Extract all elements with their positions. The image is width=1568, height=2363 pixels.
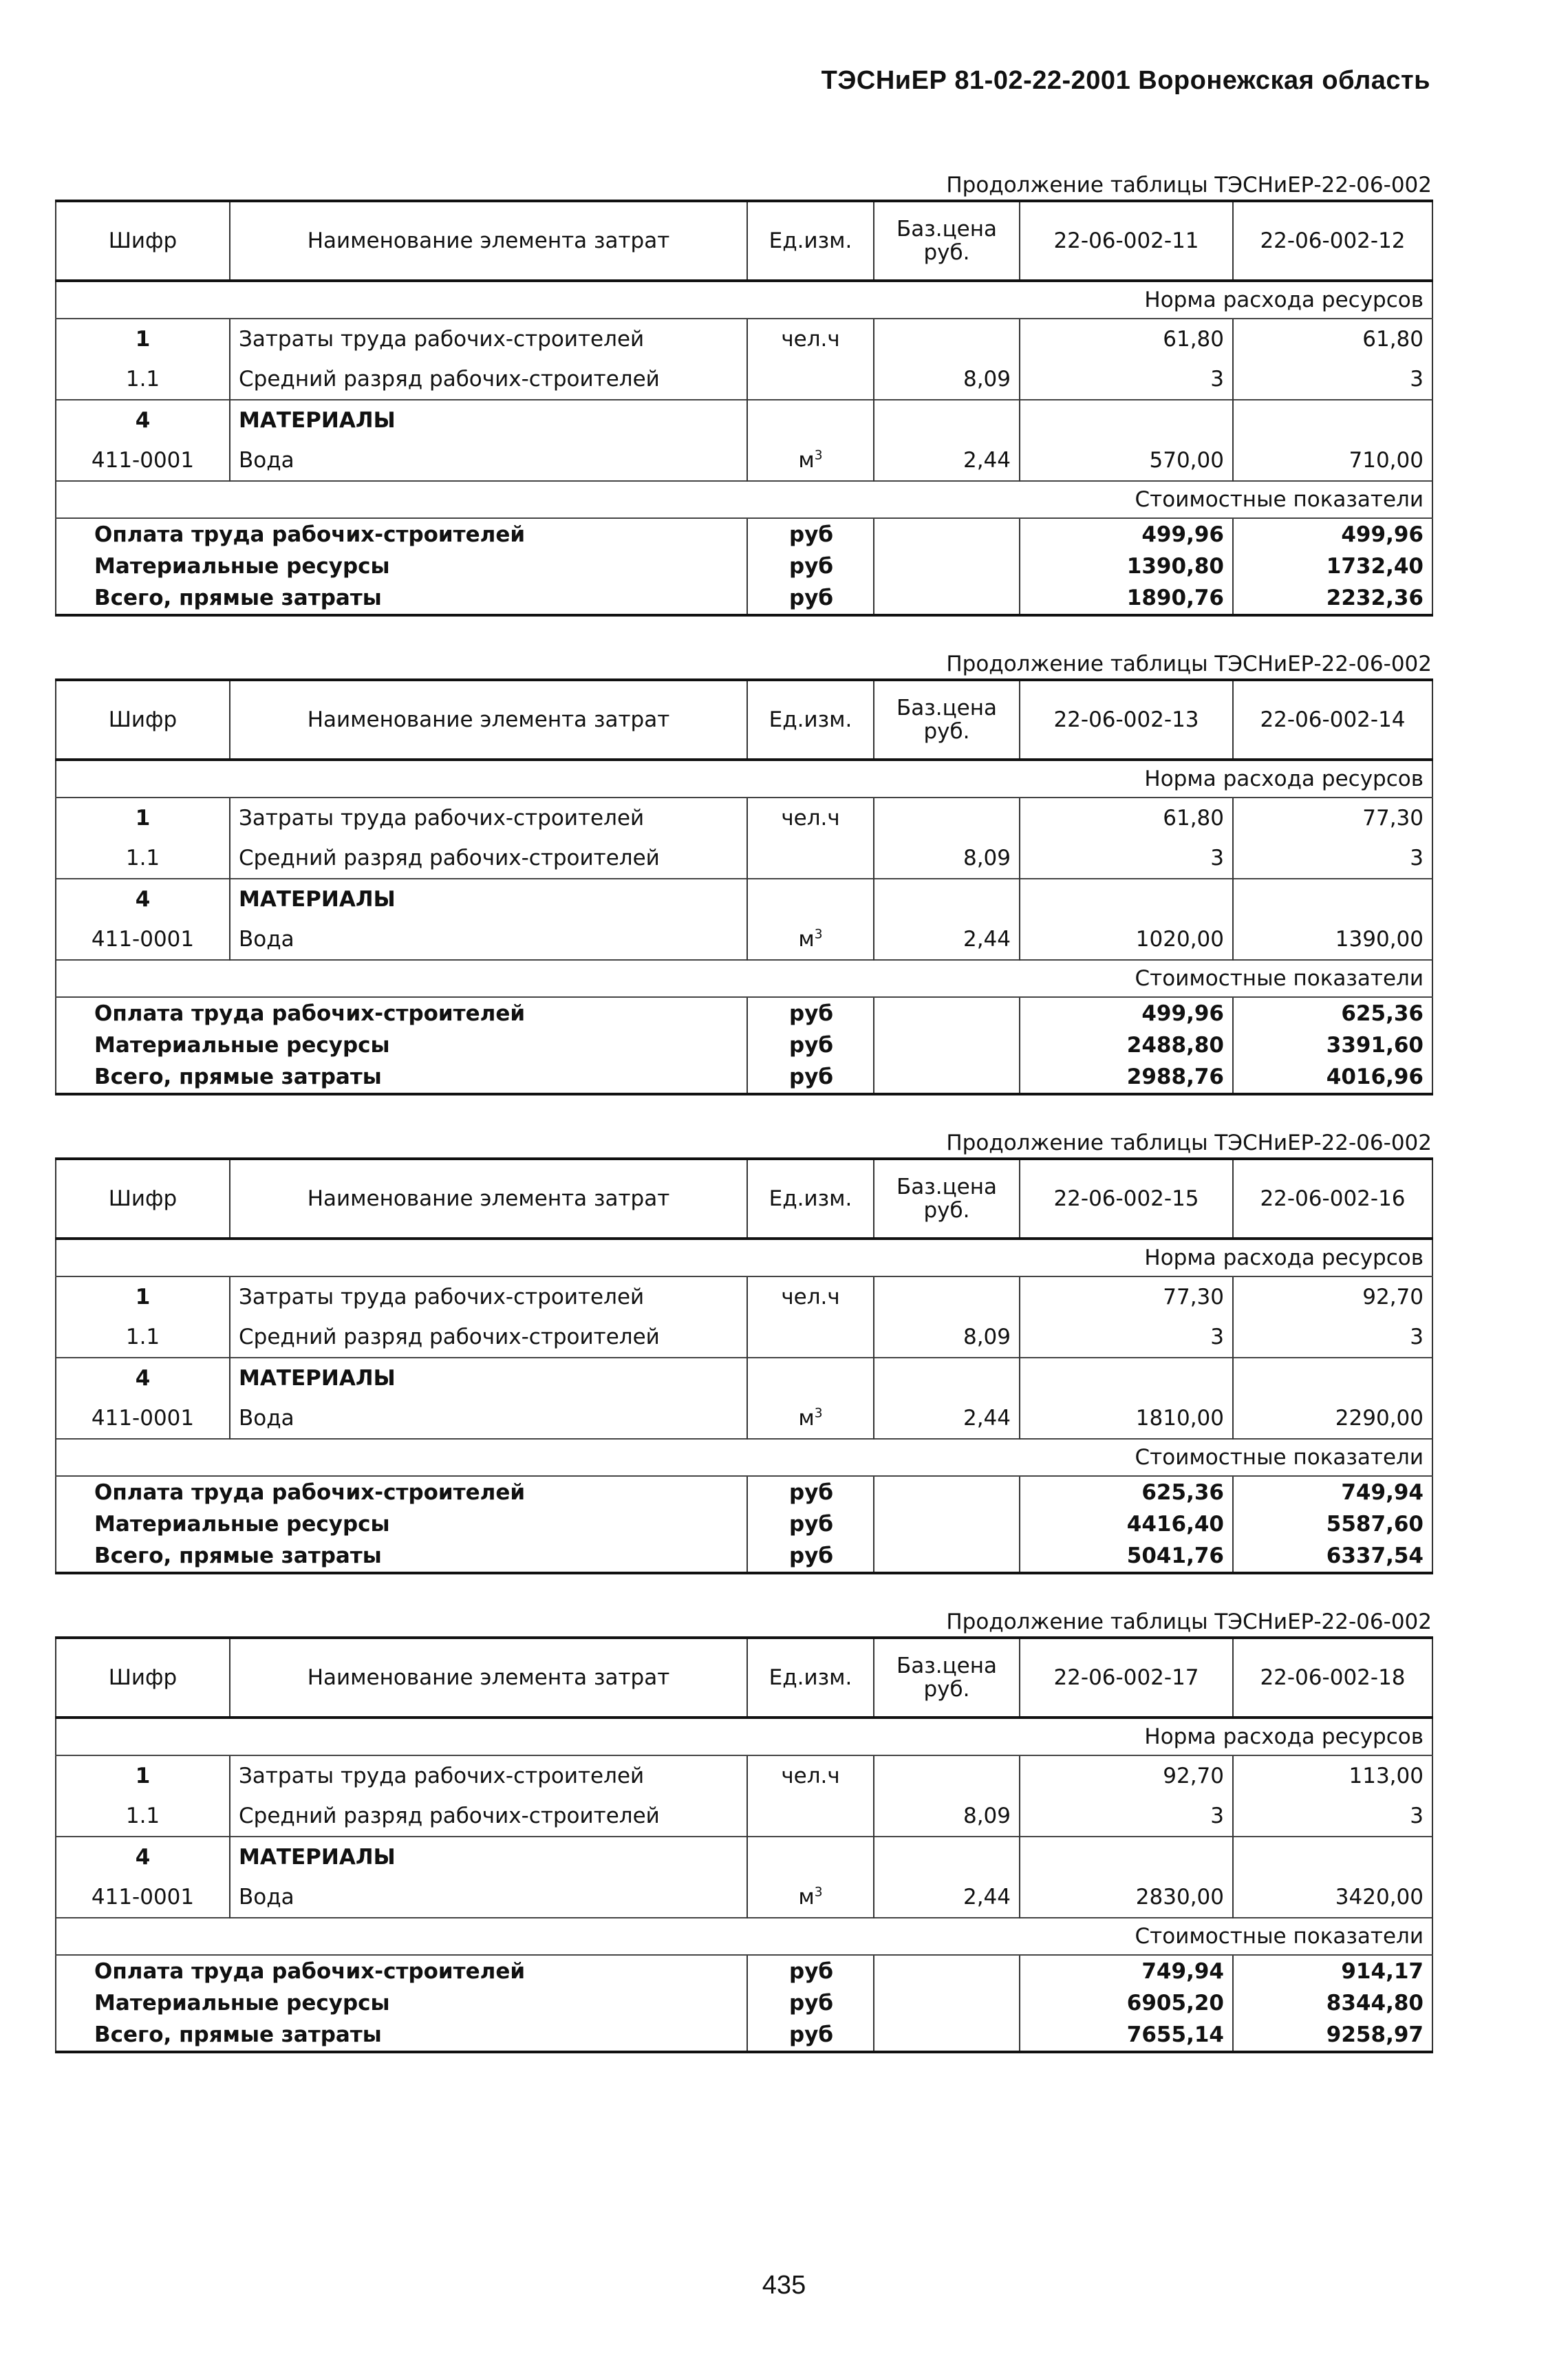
total-row [56,1029,1432,1061]
total-label: Всего, прямые затраты [56,582,747,615]
total-unit: руб [747,1061,874,1094]
cell-price: 8,09 [874,838,1020,879]
cell-value-a: 92,70 [1020,1755,1233,1796]
cell-value-a: 2830,00 [1020,1877,1233,1918]
total-unit: руб [747,1029,874,1061]
cell-unit [747,400,874,440]
cell-value-b: 2290,00 [1233,1398,1432,1439]
header-code: Шифр [56,1159,230,1239]
table-row [56,919,1432,960]
section-norm-label: Норма расхода ресурсов [56,281,1432,319]
cell-name: Вода [230,440,747,481]
cell-price [874,1358,1020,1398]
cell-code: 1.1 [56,838,230,879]
section-row [56,960,1432,997]
table-row [56,1755,1432,1796]
page-header: ТЭСНиЕР 81-02-22-2001 Воронежская область [821,66,1430,95]
total-value-b: 3391,60 [1233,1029,1432,1061]
cell-name: Затраты труда рабочих-строителей [230,1755,747,1796]
cost-table [55,1157,1433,1574]
header-name: Наименование элемента затрат [230,1638,747,1718]
cost-table [55,200,1433,617]
total-value-a: 749,94 [1020,1955,1233,1987]
cost-table-block [55,1607,1432,2053]
cell-name: Вода [230,1877,747,1918]
table-caption: Продолжение таблицы ТЭСНиЕР-22-06-002 [946,1610,1432,1634]
cell-price: 8,09 [874,1317,1020,1358]
cell-unit: $м^3$ [747,919,874,960]
table-caption: Продолжение таблицы ТЭСНиЕР-22-06-002 [946,652,1432,676]
total-label: Всего, прямые затраты [56,2019,747,2052]
cell-code: 411-0001 [56,1877,230,1918]
total-label: Оплата труда рабочих-строителей [56,1476,747,1508]
cell-unit: чел.ч [747,1276,874,1317]
total-unit: руб [747,550,874,582]
section-norm-label: Норма расхода ресурсов [56,760,1432,798]
total-price-empty [874,1061,1020,1094]
header-price: Баз.цена руб. [874,201,1020,281]
total-row [56,1061,1432,1094]
total-value-b: 1732,40 [1233,550,1432,582]
total-label: Материальные ресурсы [56,550,747,582]
total-row [56,1987,1432,2019]
total-unit: руб [747,1955,874,1987]
cell-name: МАТЕРИАЛЫ [230,1358,747,1398]
table-header-row [56,1159,1432,1239]
cell-value-a: 3 [1020,359,1233,400]
cell-value-b: 3 [1233,838,1432,879]
cell-price: 2,44 [874,1398,1020,1439]
cell-value-a: 3 [1020,1317,1233,1358]
cell-unit: $м^3$ [747,440,874,481]
total-value-b: 5587,60 [1233,1508,1432,1540]
section-norm-label: Норма расхода ресурсов [56,1718,1432,1755]
cell-value-b: 77,30 [1233,798,1432,838]
total-label: Оплата труда рабочих-строителей [56,1955,747,1987]
cell-name: Вода [230,919,747,960]
cell-code: 1 [56,319,230,359]
cell-value-a: 3 [1020,1796,1233,1837]
header-col-b: 22-06-002-18 [1233,1638,1432,1718]
total-value-a: 499,96 [1020,997,1233,1029]
cell-code: 411-0001 [56,440,230,481]
total-row [56,582,1432,615]
cell-name: МАТЕРИАЛЫ [230,879,747,919]
cell-name: Затраты труда рабочих-строителей [230,319,747,359]
header-unit: Ед.изм. [747,680,874,760]
cell-price [874,400,1020,440]
total-value-a: 499,96 [1020,518,1233,550]
cell-value-a: 77,30 [1020,1276,1233,1317]
cell-value-a: 1810,00 [1020,1398,1233,1439]
total-row [56,550,1432,582]
cell-value-a: 1020,00 [1020,919,1233,960]
total-price-empty [874,997,1020,1029]
section-row [56,481,1432,518]
cost-table-block [55,1129,1432,1574]
cell-value-a [1020,1837,1233,1877]
total-label: Оплата труда рабочих-строителей [56,518,747,550]
cell-price: 8,09 [874,1796,1020,1837]
header-code: Шифр [56,201,230,281]
cell-price: 8,09 [874,359,1020,400]
cell-value-a: 570,00 [1020,440,1233,481]
total-price-empty [874,1508,1020,1540]
total-price-empty [874,1987,1020,2019]
cell-value-a: 61,80 [1020,798,1233,838]
table-row [56,319,1432,359]
cost-table-block [55,650,1432,1095]
cell-name: Средний разряд рабочих-строителей [230,1317,747,1358]
cell-name: Средний разряд рабочих-строителей [230,359,747,400]
page-number: 435 [762,2271,806,2300]
cell-value-a [1020,1358,1233,1398]
total-unit: руб [747,1987,874,2019]
total-value-a: 1890,76 [1020,582,1233,615]
cell-code: 1 [56,1276,230,1317]
total-unit: руб [747,518,874,550]
total-unit: руб [747,582,874,615]
table-header-row [56,680,1432,760]
cell-price [874,1276,1020,1317]
total-price-empty [874,1029,1020,1061]
cell-unit [747,879,874,919]
total-row [56,1955,1432,1987]
total-value-a: 2488,80 [1020,1029,1233,1061]
total-price-empty [874,582,1020,615]
cell-name: Вода [230,1398,747,1439]
total-unit: руб [747,997,874,1029]
table-row [56,440,1432,481]
header-name: Наименование элемента затрат [230,201,747,281]
section-cost-label: Стоимостные показатели [56,481,1432,518]
cell-name: МАТЕРИАЛЫ [230,400,747,440]
total-value-a: 1390,80 [1020,550,1233,582]
total-unit: руб [747,1476,874,1508]
cell-value-a: 61,80 [1020,319,1233,359]
header-price: Баз.цена руб. [874,1159,1020,1239]
cell-code: 1 [56,798,230,838]
total-value-b: 2232,36 [1233,582,1432,615]
header-col-b: 22-06-002-14 [1233,680,1432,760]
header-col-a: 22-06-002-13 [1020,680,1233,760]
cell-unit: $м^3$ [747,1398,874,1439]
cell-value-a [1020,400,1233,440]
header-name: Наименование элемента затрат [230,1159,747,1239]
cell-code: 1.1 [56,1317,230,1358]
table-row [56,1837,1432,1877]
table-row [56,879,1432,919]
total-row [56,1476,1432,1508]
cell-value-b [1233,879,1432,919]
cell-value-b: 710,00 [1233,440,1432,481]
section-cost-label: Стоимостные показатели [56,1918,1432,1955]
total-row [56,518,1432,550]
cell-unit: чел.ч [747,798,874,838]
cell-value-b: 113,00 [1233,1755,1432,1796]
total-label: Всего, прямые затраты [56,1540,747,1573]
cell-code: 1.1 [56,1796,230,1837]
cell-unit [747,1837,874,1877]
table-row [56,1358,1432,1398]
section-row [56,1718,1432,1755]
cell-name: Средний разряд рабочих-строителей [230,1796,747,1837]
cell-unit [747,1317,874,1358]
header-price: Баз.цена руб. [874,680,1020,760]
cell-value-a: 3 [1020,838,1233,879]
table-row [56,1796,1432,1837]
total-value-b: 8344,80 [1233,1987,1432,2019]
cell-code: 1.1 [56,359,230,400]
total-price-empty [874,1955,1020,1987]
section-row [56,1439,1432,1476]
cell-price [874,1755,1020,1796]
section-row [56,760,1432,798]
total-unit: руб [747,2019,874,2052]
cell-unit [747,1358,874,1398]
cell-unit [747,1796,874,1837]
total-value-b: 625,36 [1233,997,1432,1029]
header-col-a: 22-06-002-15 [1020,1159,1233,1239]
table-row [56,1276,1432,1317]
cell-value-b: 61,80 [1233,319,1432,359]
cell-code: 4 [56,400,230,440]
cell-value-b [1233,400,1432,440]
section-cost-label: Стоимостные показатели [56,960,1432,997]
cell-name: Средний разряд рабочих-строителей [230,838,747,879]
total-label: Оплата труда рабочих-строителей [56,997,747,1029]
cell-price [874,798,1020,838]
total-value-b: 9258,97 [1233,2019,1432,2052]
cell-code: 1 [56,1755,230,1796]
cell-name: МАТЕРИАЛЫ [230,1837,747,1877]
cost-table [55,678,1433,1095]
cell-code: 4 [56,1837,230,1877]
table-row [56,400,1432,440]
total-value-a: 4416,40 [1020,1508,1233,1540]
section-norm-label: Норма расхода ресурсов [56,1239,1432,1276]
total-value-b: 914,17 [1233,1955,1432,1987]
cell-unit [747,838,874,879]
cell-value-b: 3 [1233,359,1432,400]
total-label: Материальные ресурсы [56,1029,747,1061]
total-value-b: 749,94 [1233,1476,1432,1508]
header-unit: Ед.изм. [747,201,874,281]
table-row [56,838,1432,879]
total-label: Материальные ресурсы [56,1508,747,1540]
table-header-row [56,1638,1432,1718]
cell-price [874,319,1020,359]
section-row [56,281,1432,319]
table-row [56,1877,1432,1918]
total-unit: руб [747,1508,874,1540]
cell-value-b: 3420,00 [1233,1877,1432,1918]
cell-unit: чел.ч [747,1755,874,1796]
cell-code: 411-0001 [56,1398,230,1439]
cost-table [55,1636,1433,2053]
header-unit: Ед.изм. [747,1159,874,1239]
header-code: Шифр [56,680,230,760]
section-cost-label: Стоимостные показатели [56,1439,1432,1476]
section-row [56,1239,1432,1276]
total-value-a: 2988,76 [1020,1061,1233,1094]
header-col-a: 22-06-002-11 [1020,201,1233,281]
total-value-b: 6337,54 [1233,1540,1432,1573]
total-row [56,1508,1432,1540]
cell-value-b: 92,70 [1233,1276,1432,1317]
cell-code: 4 [56,879,230,919]
cell-value-b: 3 [1233,1317,1432,1358]
cost-table-block [55,171,1432,617]
total-price-empty [874,1476,1020,1508]
cell-value-b: 1390,00 [1233,919,1432,960]
header-price: Баз.цена руб. [874,1638,1020,1718]
cell-name: Затраты труда рабочих-строителей [230,1276,747,1317]
cell-value-b [1233,1837,1432,1877]
total-value-a: 7655,14 [1020,2019,1233,2052]
header-name: Наименование элемента затрат [230,680,747,760]
total-label: Всего, прямые затраты [56,1061,747,1094]
table-caption: Продолжение таблицы ТЭСНиЕР-22-06-002 [946,173,1432,197]
total-row [56,1540,1432,1573]
cell-price: 2,44 [874,440,1020,481]
header-col-b: 22-06-002-12 [1233,201,1432,281]
cell-unit: $м^3$ [747,1877,874,1918]
cell-price [874,1837,1020,1877]
cell-unit: чел.ч [747,319,874,359]
total-value-b: 4016,96 [1233,1061,1432,1094]
cell-value-b: 3 [1233,1796,1432,1837]
cell-price: 2,44 [874,919,1020,960]
total-price-empty [874,1540,1020,1573]
cell-value-a [1020,879,1233,919]
header-col-b: 22-06-002-16 [1233,1159,1432,1239]
cell-code: 4 [56,1358,230,1398]
table-row [56,1398,1432,1439]
table-header-row [56,201,1432,281]
table-row [56,798,1432,838]
cell-price: 2,44 [874,1877,1020,1918]
cell-name: Затраты труда рабочих-строителей [230,798,747,838]
total-price-empty [874,2019,1020,2052]
table-caption: Продолжение таблицы ТЭСНиЕР-22-06-002 [946,1131,1432,1155]
total-value-a: 6905,20 [1020,1987,1233,2019]
total-price-empty [874,518,1020,550]
total-row [56,2019,1432,2052]
total-value-b: 499,96 [1233,518,1432,550]
total-unit: руб [747,1540,874,1573]
cell-price [874,879,1020,919]
header-unit: Ед.изм. [747,1638,874,1718]
cell-code: 411-0001 [56,919,230,960]
total-price-empty [874,550,1020,582]
header-code: Шифр [56,1638,230,1718]
cell-value-b [1233,1358,1432,1398]
section-row [56,1918,1432,1955]
total-label: Материальные ресурсы [56,1987,747,2019]
total-value-a: 625,36 [1020,1476,1233,1508]
total-value-a: 5041,76 [1020,1540,1233,1573]
total-row [56,997,1432,1029]
table-row [56,1317,1432,1358]
cell-unit [747,359,874,400]
header-col-a: 22-06-002-17 [1020,1638,1233,1718]
table-row [56,359,1432,400]
